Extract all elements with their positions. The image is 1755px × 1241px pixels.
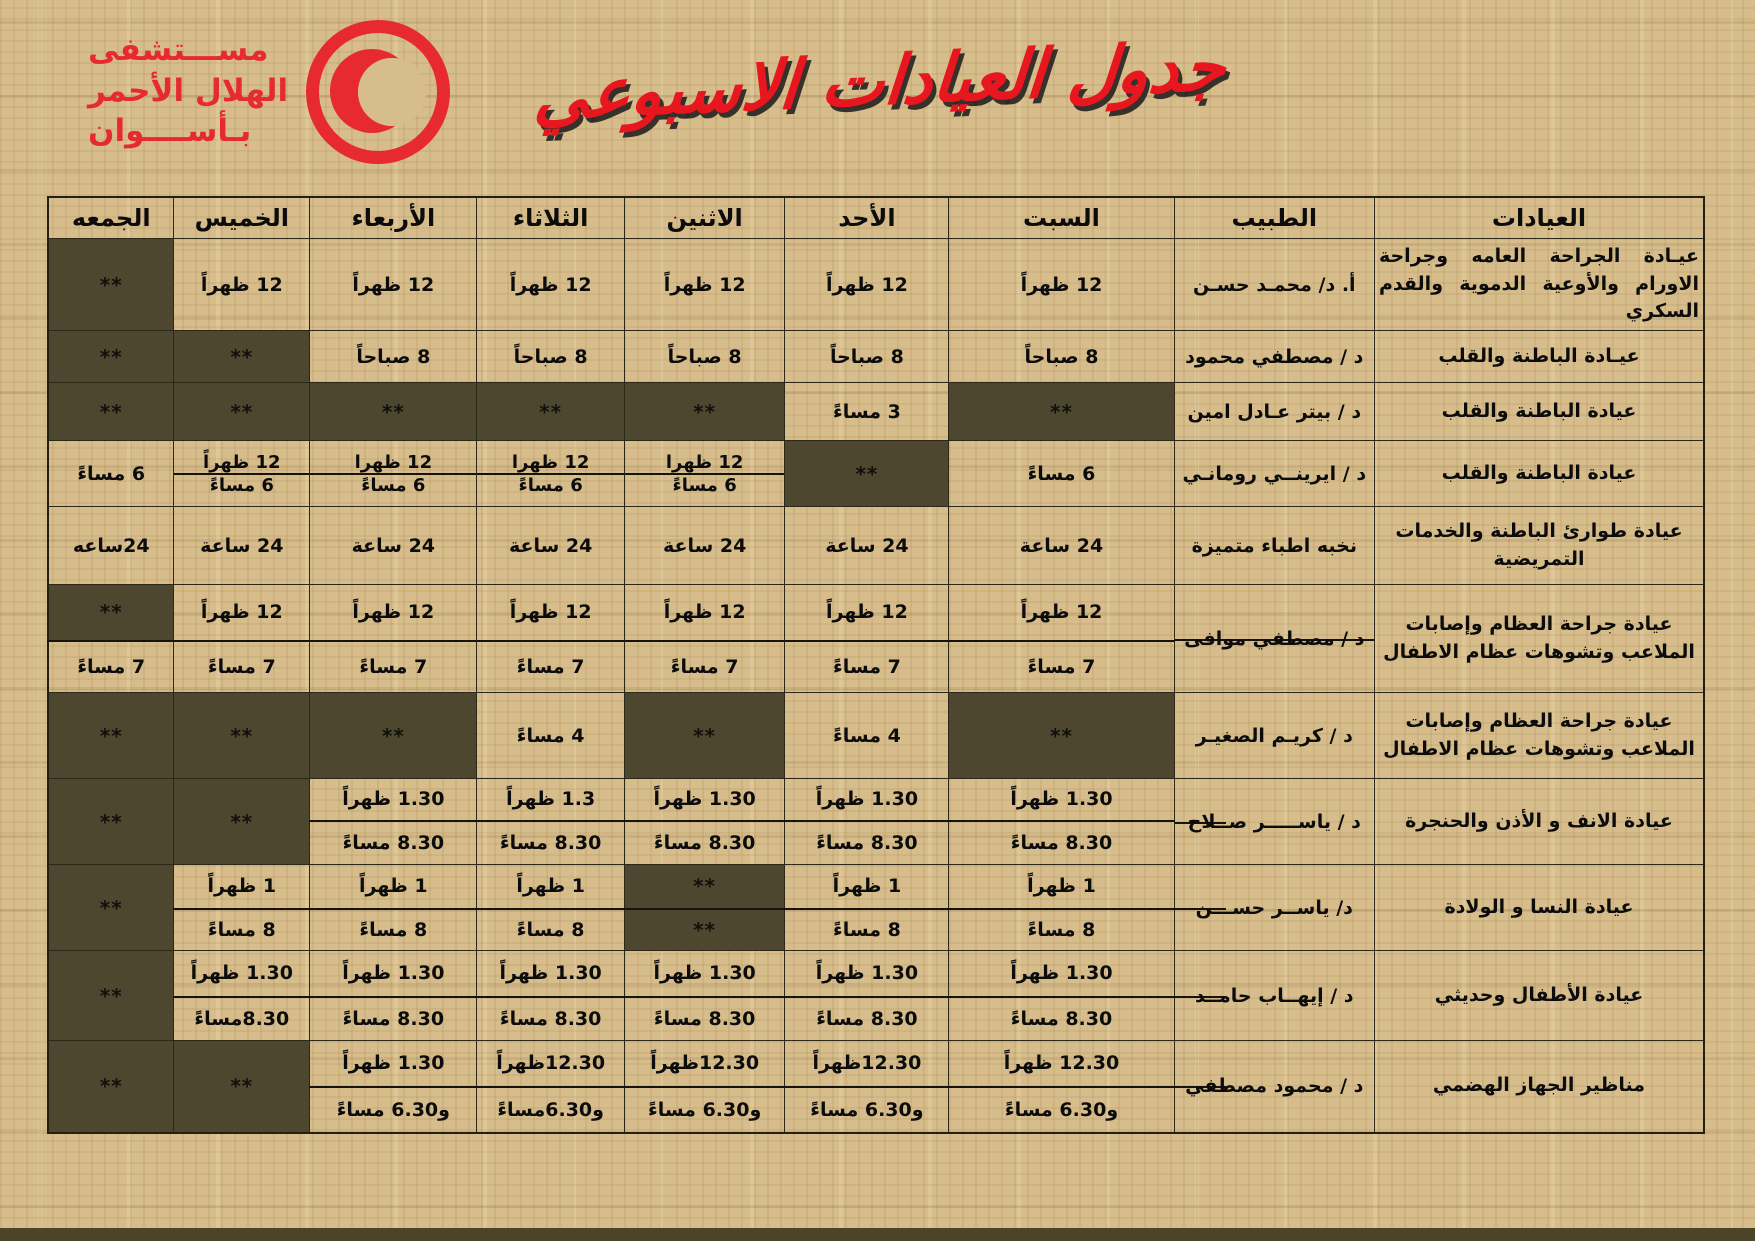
time-cell: 4 مساءً [785,693,949,779]
time-cell: 7 مساءً [48,641,174,693]
page-title: جدول العيادات الاسبوعي [531,26,1229,136]
closed-cell: ** [174,383,310,441]
closed-cell: ** [48,1041,174,1133]
schedule-row [48,693,1704,779]
red-crescent-icon [298,16,454,166]
time-cell: 8.30 مساءً [785,997,949,1041]
time-slot: 12 ظهرا [310,452,476,475]
clinic-name: عيادة الانف و الأذن والحنجرة [1374,779,1704,865]
time-cell: 24 ساعة [310,507,477,585]
crescent-moon-cut [358,58,426,126]
time-cell: 8.30 مساءً [310,821,477,865]
doctor-cell [1174,383,1374,441]
column-header-clinics: العيادات [1374,197,1704,239]
schedule-row [48,239,1704,331]
time-cell: 8 صباحاً [310,331,477,383]
clinic-name: عيـادة الجراحة العامه وجراحة الاورام والأوعية الدموية والقدم السكري [1374,239,1704,331]
doctor-name: أ. د/ محمـد حسـن [1193,273,1356,296]
time-slot: 6 مساءً [209,474,274,496]
time-cell: 1.30 ظهراً [477,951,624,997]
time-cell: 12.30ظهراً [785,1041,949,1087]
column-header-friday: الجمعه [48,197,174,239]
doctor-name: د / بيتر عـادل امين [1187,400,1362,423]
time-cell: 12 ظهراً [949,585,1174,641]
time-cell: 7 مساءً [949,641,1174,693]
doctor-cell [1174,331,1374,383]
clinic-name: عيادة طوارئ الباطنة والخدمات التمريضية [1374,507,1704,585]
time-cell: 1.30 ظهراً [624,951,785,997]
schedule-row [48,865,1704,909]
schedule-row [48,585,1704,641]
closed-cell: ** [310,693,477,779]
closed-cell: ** [624,693,785,779]
column-header-sunday: الأحد [785,197,949,239]
bottom-border-strip [0,1228,1755,1241]
time-cell: 12 ظهراً [477,585,624,641]
doctor-name: د / محمود مصطفي [1185,1075,1364,1098]
schedule-row [48,1041,1704,1087]
closed-cell: ** [949,693,1174,779]
table-body [48,239,1704,1133]
time-cell: 12 ظهراً [624,239,785,331]
closed-cell: ** [174,693,310,779]
time-cell: 1.30 ظهراً [785,951,949,997]
closed-cell: ** [48,331,174,383]
time-cell: 24 ساعة [785,507,949,585]
time-cell: 8 مساءً [785,909,949,951]
column-header-thursday: الخميس [174,197,310,239]
doctor-name: د / مصطفي محمود [1185,345,1364,368]
time-cell: 8 صباحاً [949,331,1174,383]
clinic-name: عيادة الباطنة والقلب [1374,441,1704,507]
time-cell: 1 ظهراً [310,865,477,909]
time-cell: 8.30 مساءً [949,997,1174,1041]
time-cell: 1.3 ظهراً [477,779,624,821]
closed-cell: ** [624,909,785,951]
hospital-name [88,30,288,153]
time-cell: 24 ساعة [477,507,624,585]
hospital-logo [88,16,454,166]
closed-cell: ** [785,441,949,507]
doctor-name: د / ياســـــر صــلاح [1187,810,1361,833]
closed-cell: ** [48,693,174,779]
hospital-name-line1: مســـتشفى [88,31,269,68]
time-cell: 8 مساءً [477,909,624,951]
doctor-name: د/ ياســر حســـن [1195,896,1353,919]
time-cell: و6.30 مساءً [785,1087,949,1133]
closed-cell: ** [174,331,310,383]
doctor-cell [1174,1041,1374,1133]
time-cell: 1.30 ظهراً [785,779,949,821]
time-cell: 1.30 ظهراً [624,779,785,821]
column-header-saturday: السبت [949,197,1174,239]
doctor-name: د / مصطفي موافى [1184,627,1365,650]
time-slot: 12 ظهرا [477,452,623,475]
column-header-monday: الاثنين [624,197,785,239]
time-cell: 7 مساءً [310,641,477,693]
closed-cell: ** [949,383,1174,441]
time-cell: 12 ظهراً [174,585,310,641]
time-cell: 12 ظهراً [949,239,1174,331]
closed-cell: ** [48,383,174,441]
doctor-cell [1174,239,1374,331]
doctor-name: د / إيهــاب حامــد [1195,984,1354,1007]
time-cell: 8 صباحاً [785,331,949,383]
time-cell: 8.30 مساءً [310,997,477,1041]
time-cell: 4 مساءً [477,693,624,779]
closed-cell: ** [48,239,174,331]
doctor-name: د / كريـم الصغيـر [1195,724,1353,747]
time-cell: 24ساعه [48,507,174,585]
time-cell: 8 صباحاً [477,331,624,383]
time-cell: و6.30 مساءً [949,1087,1174,1133]
doctor-cell [1174,779,1374,865]
schedule-row [48,507,1704,585]
time-cell: 7 مساءً [785,641,949,693]
time-cell: 8.30 مساءً [949,821,1174,865]
clinic-name: عيـادة الباطنة والقلب [1374,331,1704,383]
time-cell [174,441,310,507]
doctor-name: د / ايرينــي رومانـي [1182,462,1367,485]
doctor-cell [1174,865,1374,951]
time-cell: 7 مساءً [477,641,624,693]
time-cell: 12 ظهراً [785,239,949,331]
schedule-row [48,331,1704,383]
time-cell: 1.30 ظهراً [949,951,1174,997]
closed-cell: ** [174,779,310,865]
clinic-name: عيادة جراحة العظام وإصابات الملاعب وتشوهات عظام الاطفال [1374,693,1704,779]
time-cell [624,441,785,507]
time-cell: 8 مساءً [174,909,310,951]
closed-cell: ** [310,383,477,441]
table-header [48,197,1704,239]
doctor-cell [1174,585,1374,693]
time-cell: 12 ظهراً [477,239,624,331]
time-cell [477,441,624,507]
closed-cell: ** [624,865,785,909]
time-cell: 8 مساءً [310,909,477,951]
hospital-name-line3: بـأســــوان [88,113,252,150]
time-cell: 8.30 مساءً [785,821,949,865]
time-cell: 1 ظهراً [949,865,1174,909]
schedule-row [48,951,1704,997]
time-cell: 1.30 ظهراً [310,1041,477,1087]
time-cell: 12 ظهراً [624,585,785,641]
closed-cell: ** [48,585,174,641]
time-cell: 1 ظهراً [785,865,949,909]
column-header-wednesday: الأربعاء [310,197,477,239]
weekly-schedule-table [47,196,1705,1134]
time-cell: 6 مساءً [48,441,174,507]
time-cell: 1.30 ظهراً [174,951,310,997]
clinic-name: عيادة النسا و الولادة [1374,865,1704,951]
hospital-name-line2: الهلال الأحمر [88,72,289,109]
schedule-row [48,779,1704,821]
time-cell: 1 ظهراً [174,865,310,909]
time-cell: 1.30 ظهراً [310,951,477,997]
closed-cell: ** [48,865,174,951]
time-cell: 8.30 مساءً [624,821,785,865]
time-cell: 8.30 مساءً [624,997,785,1041]
clinic-name: عيادة الباطنة والقلب [1374,383,1704,441]
time-cell: 3 مساءً [785,383,949,441]
time-cell: 12 ظهراً [174,239,310,331]
doctor-cell [1174,507,1374,585]
header-row [48,197,1704,239]
time-cell: 8.30 مساءً [477,997,624,1041]
time-cell: 6 مساءً [949,441,1174,507]
time-cell [310,441,477,507]
time-cell: 8 مساءً [949,909,1174,951]
time-cell: و6.30 مساءً [624,1087,785,1133]
time-cell: 1.30 ظهراً [310,779,477,821]
doctor-cell [1174,441,1374,507]
time-slot: 6 مساءً [361,474,426,496]
closed-cell: ** [624,383,785,441]
time-cell: 24 ساعة [949,507,1174,585]
doctor-cell [1174,693,1374,779]
schedule-row [48,383,1704,441]
time-cell: 24 ساعة [624,507,785,585]
column-header-doctor: الطبيب [1174,197,1374,239]
time-cell: و6.30 مساءً [310,1087,477,1133]
time-cell: 8 صباحاً [624,331,785,383]
time-cell: 7 مساءً [174,641,310,693]
time-cell: 12 ظهراً [310,585,477,641]
time-cell: 1 ظهراً [477,865,624,909]
clinic-name: عيادة الأطفال وحديثي [1374,951,1704,1041]
column-header-tuesday: الثلاثاء [477,197,624,239]
time-cell: 12.30 ظهراً [949,1041,1174,1087]
doctor-cell [1174,951,1374,1041]
time-cell: و6.30مساءً [477,1087,624,1133]
time-slot: 12 ظهرا [625,452,785,475]
time-cell: 12.30ظهراً [477,1041,624,1087]
closed-cell: ** [48,779,174,865]
schedule-row [48,441,1704,507]
time-cell: 12 ظهراً [310,239,477,331]
time-slot: 12 ظهراً [174,452,309,475]
closed-cell: ** [174,1041,310,1133]
time-cell: 7 مساءً [624,641,785,693]
time-cell: 24 ساعة [174,507,310,585]
time-cell: 1.30 ظهراً [949,779,1174,821]
clinic-name: مناظير الجهاز الهضمي [1374,1041,1704,1133]
time-slot: 6 مساءً [518,474,583,496]
time-cell: 12 ظهراً [785,585,949,641]
time-slot: 6 مساءً [672,474,737,496]
closed-cell: ** [48,951,174,1041]
closed-cell: ** [477,383,624,441]
time-cell: 12.30ظهراً [624,1041,785,1087]
time-cell: 8.30مساءً [174,997,310,1041]
time-cell: 8.30 مساءً [477,821,624,865]
doctor-name: نخبه اطباء متميزة [1191,534,1357,557]
clinic-name: عيادة جراحة العظام وإصابات الملاعب وتشوهات عظام الاطفال [1374,585,1704,693]
